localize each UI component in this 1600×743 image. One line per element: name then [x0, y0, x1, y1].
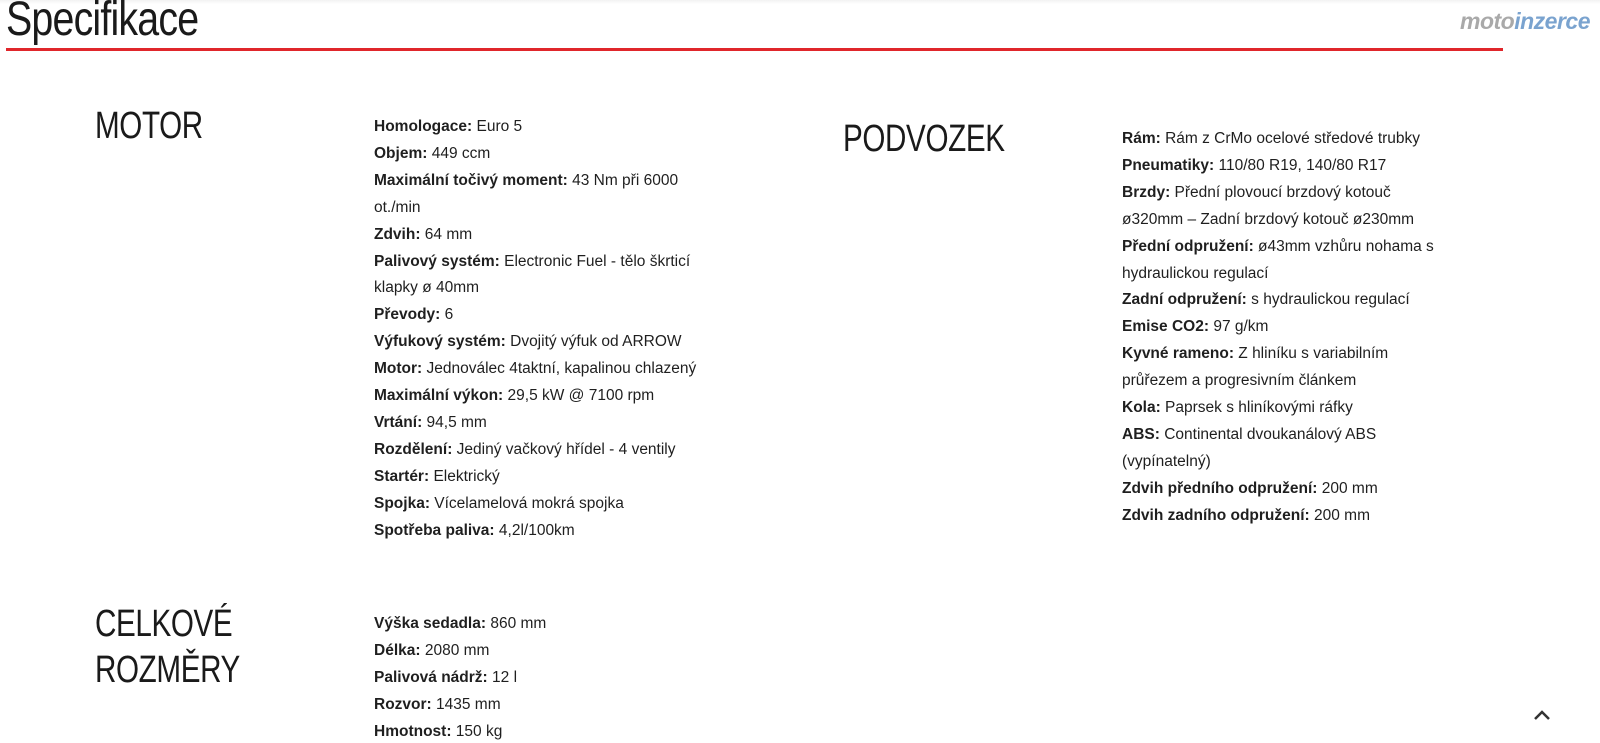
spec-item: [374, 437, 714, 464]
spec-label: Startér:: [374, 467, 430, 485]
spec-label: Výška sedadla:: [374, 615, 487, 632]
spec-item: [374, 665, 714, 692]
spec-label: Zdvih:: [374, 225, 421, 243]
spec-value: Jediný vačkový hřídel - 4 ventily: [452, 440, 676, 458]
spec-item: [374, 518, 714, 545]
section-heading-celkove-rozmery: [95, 601, 240, 693]
spec-item: [1122, 153, 1452, 180]
spec-label: Pneumatiky:: [1122, 156, 1215, 174]
spec-item: [374, 329, 714, 356]
spec-label: Palivový systém:: [374, 252, 500, 270]
spec-value: 64 mm: [420, 225, 473, 243]
spec-item: [374, 168, 714, 222]
spec-value: 6: [440, 306, 454, 324]
spec-label: ABS:: [1122, 425, 1160, 443]
spec-item: [1122, 341, 1452, 395]
spec-item: [374, 302, 714, 329]
spec-label: Přední odpružení:: [1122, 237, 1254, 255]
spec-value: Continental dvoukanálový ABS (vypínatelný): [1122, 425, 1377, 470]
spec-item: [374, 222, 714, 249]
spec-label: Zdvih předního odpružení:: [1122, 479, 1318, 497]
spec-label: Vrtání:: [374, 413, 423, 431]
spec-item: [1122, 422, 1452, 476]
spec-value: Rám z CrMo ocelové středové trubky: [1160, 130, 1421, 147]
spec-label: Převody:: [374, 306, 441, 324]
spec-label: Zdvih zadního odpružení:: [1122, 506, 1310, 524]
spec-item: [374, 356, 714, 383]
spec-value: 29,5 kW @ 7100 rpm: [503, 387, 655, 405]
heading-line-2: ROZMĚRY: [95, 649, 240, 691]
spec-value: Jednoválec 4taktní, kapalinou chlazený: [422, 360, 697, 378]
spec-item: [1122, 395, 1452, 422]
spec-value: Elektrický: [429, 467, 500, 485]
spec-item: [1122, 503, 1452, 530]
spec-label: Zadní odpružení:: [1122, 291, 1247, 309]
spec-label: Emise CO2:: [1122, 318, 1210, 336]
spec-item: [374, 410, 714, 437]
spec-value: 4,2l/100km: [494, 521, 575, 539]
spec-item: [374, 638, 714, 665]
spec-item: [374, 141, 714, 168]
chevron-up-icon: [1532, 708, 1552, 722]
spec-label: Maximální výkon:: [374, 387, 504, 405]
spec-item: [1122, 287, 1452, 314]
logo-part-moto: moto: [1460, 8, 1515, 34]
spec-item: [1122, 234, 1452, 288]
spec-value: 2080 mm: [420, 641, 490, 659]
spec-label: Palivová nádrž:: [374, 668, 488, 686]
spec-item: [374, 692, 714, 719]
spec-list-podvozek: [1122, 126, 1452, 530]
logo-part-inzerce: inzerce: [1514, 8, 1590, 34]
spec-list-motor: [374, 114, 714, 545]
spec-value: Z hliníku s variabilním průřezem a progresivním článkem: [1122, 345, 1389, 390]
page-title: Specifikace: [6, 0, 199, 46]
spec-value: 110/80 R19, 140/80 R17: [1214, 156, 1387, 174]
spec-label: Kola:: [1122, 399, 1161, 417]
spec-value: Vícelamelová mokrá spojka: [429, 494, 624, 512]
spec-label: Rám:: [1122, 130, 1161, 147]
spec-label: Homologace:: [374, 118, 473, 135]
spec-label: Délka:: [374, 641, 421, 659]
spec-label: Hmotnost:: [374, 722, 452, 740]
spec-label: Objem:: [374, 144, 428, 162]
spec-item: [374, 464, 714, 491]
spec-label: Maximální točivý moment:: [374, 171, 568, 189]
spec-value: 200 mm: [1309, 506, 1371, 524]
spec-value: 12 l: [487, 668, 518, 686]
spec-label: Brzdy:: [1122, 183, 1171, 201]
spec-list-rozmery: [374, 611, 714, 743]
spec-value: Electronic Fuel - tělo škrticí klapky ø 40mm: [374, 252, 691, 297]
spec-value: 97 g/km: [1209, 318, 1269, 336]
spec-item: [374, 491, 714, 518]
spec-value: 1435 mm: [431, 695, 501, 713]
spec-item: [1122, 180, 1452, 234]
spec-item: [1122, 476, 1452, 503]
spec-value: 200 mm: [1317, 479, 1378, 497]
spec-item: [1122, 314, 1452, 341]
spec-label: Rozdělení:: [374, 440, 453, 458]
spec-value: 860 mm: [486, 615, 547, 632]
spec-label: Spotřeba paliva:: [374, 521, 495, 539]
spec-item: [374, 249, 714, 303]
title-divider: [6, 48, 1503, 51]
section-heading-motor: MOTOR: [95, 105, 203, 147]
spec-item: [1122, 126, 1452, 153]
spec-item: [374, 383, 714, 410]
section-heading-podvozek: PODVOZEK: [843, 118, 1005, 160]
spec-value: 94,5 mm: [422, 413, 487, 431]
spec-value: 150 kg: [451, 722, 503, 740]
spec-label: Spojka:: [374, 494, 430, 512]
spec-value: s hydraulickou regulací: [1246, 291, 1410, 309]
spec-value: 43 Nm při 6000 ot./min: [374, 171, 679, 216]
spec-item: [374, 719, 714, 743]
spec-value: Paprsek s hliníkovými ráfky: [1160, 399, 1353, 417]
spec-label: Výfukový systém:: [374, 333, 506, 351]
spec-value: ø43mm vzhůru nohama s hydraulickou regulací: [1122, 237, 1434, 282]
spec-value: 449 ccm: [427, 144, 491, 162]
motoinzerce-logo[interactable]: [1460, 8, 1590, 35]
spec-label: Kyvné rameno:: [1122, 345, 1234, 363]
top-shadow: [0, 0, 1600, 4]
spec-label: Rozvor:: [374, 695, 432, 713]
spec-value: Dvojitý výfuk od ARROW: [505, 333, 682, 351]
scroll-to-top-button[interactable]: [1532, 708, 1556, 732]
spec-value: Přední plovoucí brzdový kotouč ø320mm – Zadní brzdový kotouč ø230mm: [1122, 183, 1415, 228]
heading-line-1: CELKOVÉ: [95, 603, 233, 645]
spec-item: [374, 114, 714, 141]
spec-label: Motor:: [374, 360, 423, 378]
spec-value: Euro 5: [472, 118, 523, 135]
spec-item: [374, 611, 714, 638]
